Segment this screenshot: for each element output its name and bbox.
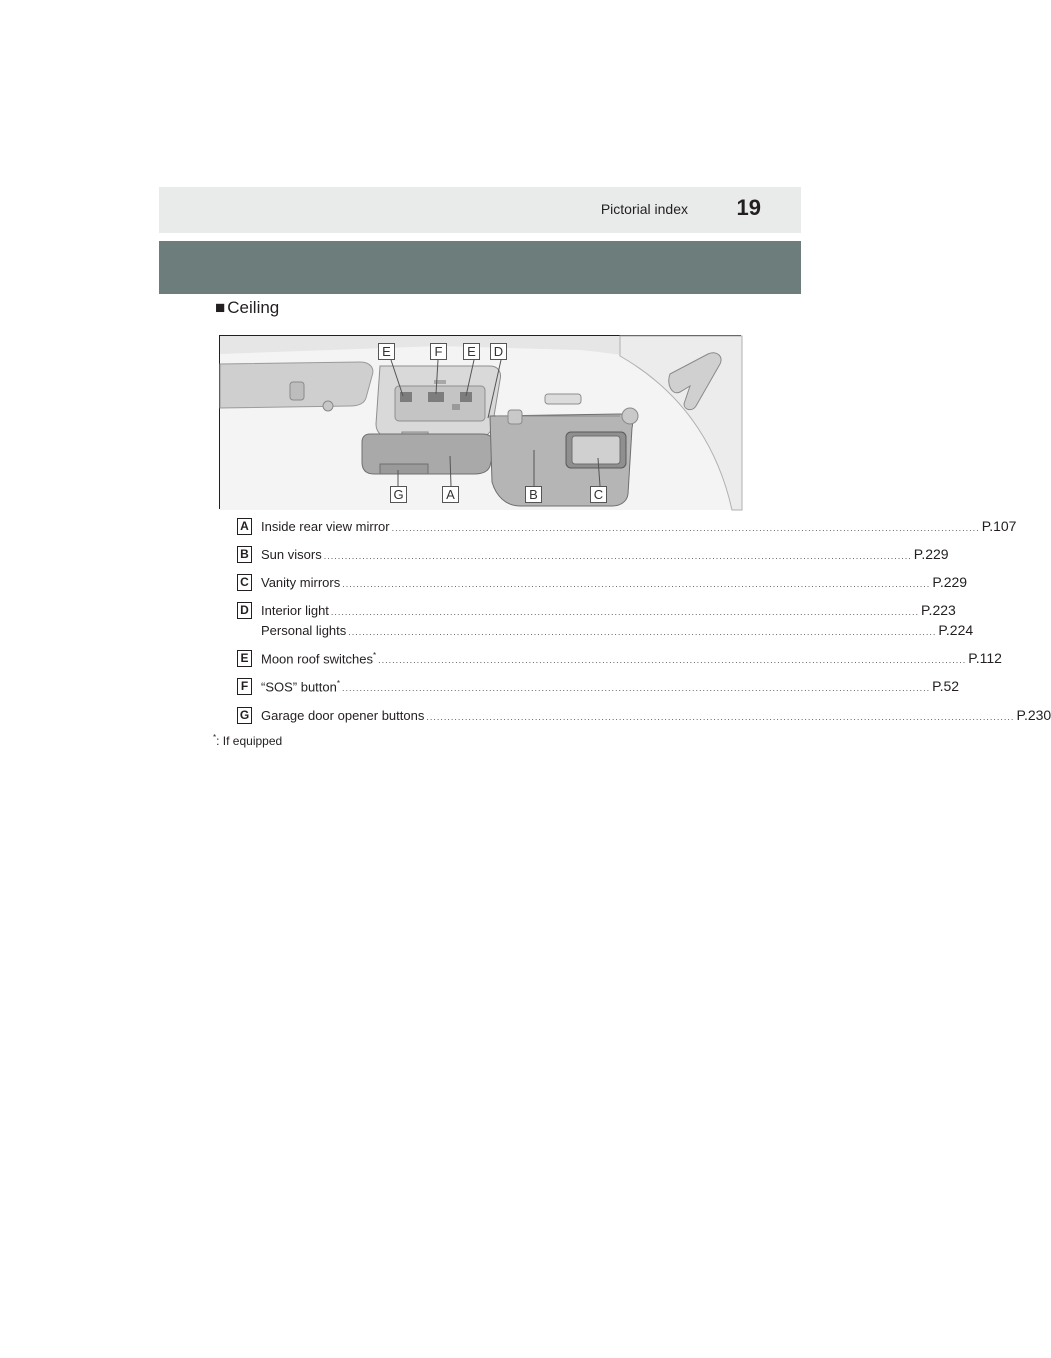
ceiling-illustration xyxy=(219,335,741,509)
entry-label: Garage door opener buttons xyxy=(261,708,425,723)
entry-label xyxy=(261,679,340,694)
index-entry[interactable] xyxy=(261,622,974,640)
entry-label-text: “SOS” button xyxy=(261,679,337,694)
leader-dots: ........................................................................................................................................................................ xyxy=(323,551,912,561)
index-entry[interactable] xyxy=(261,602,956,620)
item-letter-badge: F xyxy=(237,678,252,695)
leader-dots: ........................................................................................................................................................................ xyxy=(391,523,980,533)
page-reference[interactable]: P.223 xyxy=(921,602,956,618)
callout-label: F xyxy=(430,343,447,360)
footnote xyxy=(213,733,282,748)
entry-label: Interior light xyxy=(261,603,329,618)
entry-label: Inside rear view mirror xyxy=(261,519,390,534)
leader-dots: ........................................................................................................................................................................ xyxy=(426,712,1015,722)
ceiling-drawing xyxy=(220,336,742,510)
callout-label: D xyxy=(490,343,507,360)
page-reference[interactable]: P.52 xyxy=(932,678,960,694)
header-band xyxy=(159,241,801,294)
index-entry[interactable] xyxy=(261,707,1051,725)
item-letter-badge: E xyxy=(237,650,252,667)
entry-label-text: Moon roof switches xyxy=(261,651,373,666)
callout-label: C xyxy=(590,486,607,503)
list-item xyxy=(237,602,974,642)
entry-label xyxy=(261,651,376,666)
page-reference[interactable]: P.230 xyxy=(1016,707,1051,723)
leader-dots: ........................................................................................................................................................................ xyxy=(330,607,920,617)
entry-label: Personal lights xyxy=(261,623,347,638)
header-section-title: Pictorial index xyxy=(600,201,688,217)
section-heading xyxy=(215,298,279,318)
index-entry[interactable] xyxy=(261,678,960,696)
item-letter-badge: C xyxy=(237,574,252,591)
callout-label: G xyxy=(390,486,407,503)
item-letter-badge: B xyxy=(237,546,252,563)
page-reference[interactable]: P.229 xyxy=(932,574,968,590)
item-letter-badge: G xyxy=(237,707,252,724)
list-item xyxy=(237,518,1017,538)
list-item xyxy=(237,707,1051,727)
item-letter-badge: A xyxy=(237,518,252,535)
leader-dots: ........................................................................................................................................................................ xyxy=(348,627,937,637)
leader-dots: ........................................................................................................................................................................ xyxy=(342,579,931,589)
index-entry[interactable] xyxy=(261,518,1017,536)
page-reference[interactable]: P.224 xyxy=(938,622,974,638)
list-item xyxy=(237,678,960,698)
footnote-marker: * xyxy=(336,678,340,688)
footnote-mark: * xyxy=(213,733,217,742)
page-reference[interactable]: P.112 xyxy=(968,650,1002,666)
index-entry[interactable] xyxy=(261,546,949,564)
callout-label: E xyxy=(463,343,480,360)
page-number: 19 xyxy=(736,195,761,220)
section-heading-text: Ceiling xyxy=(227,298,280,317)
list-item xyxy=(237,574,968,594)
index-entry[interactable] xyxy=(261,574,968,592)
list-item xyxy=(237,546,949,566)
footnote-marker: * xyxy=(373,650,377,660)
leader-dots: ........................................................................................................................................................................ xyxy=(342,683,931,693)
leader-dots: ........................................................................................................................................................................ xyxy=(378,655,967,665)
footnote-text: : If equipped xyxy=(216,734,283,748)
square-bullet-icon: ■ xyxy=(215,298,226,317)
callout-label: E xyxy=(378,343,395,360)
list-item xyxy=(237,650,1002,670)
callout-label: B xyxy=(525,486,542,503)
page-reference[interactable]: P.107 xyxy=(981,518,1017,534)
page-reference[interactable]: P.229 xyxy=(913,546,949,562)
page-header xyxy=(159,187,801,233)
item-letter-badge: D xyxy=(237,602,252,619)
index-entry[interactable] xyxy=(261,650,1002,668)
callout-label: A xyxy=(442,486,459,503)
entry-label: Vanity mirrors xyxy=(261,575,341,590)
entry-label: Sun visors xyxy=(261,547,322,562)
